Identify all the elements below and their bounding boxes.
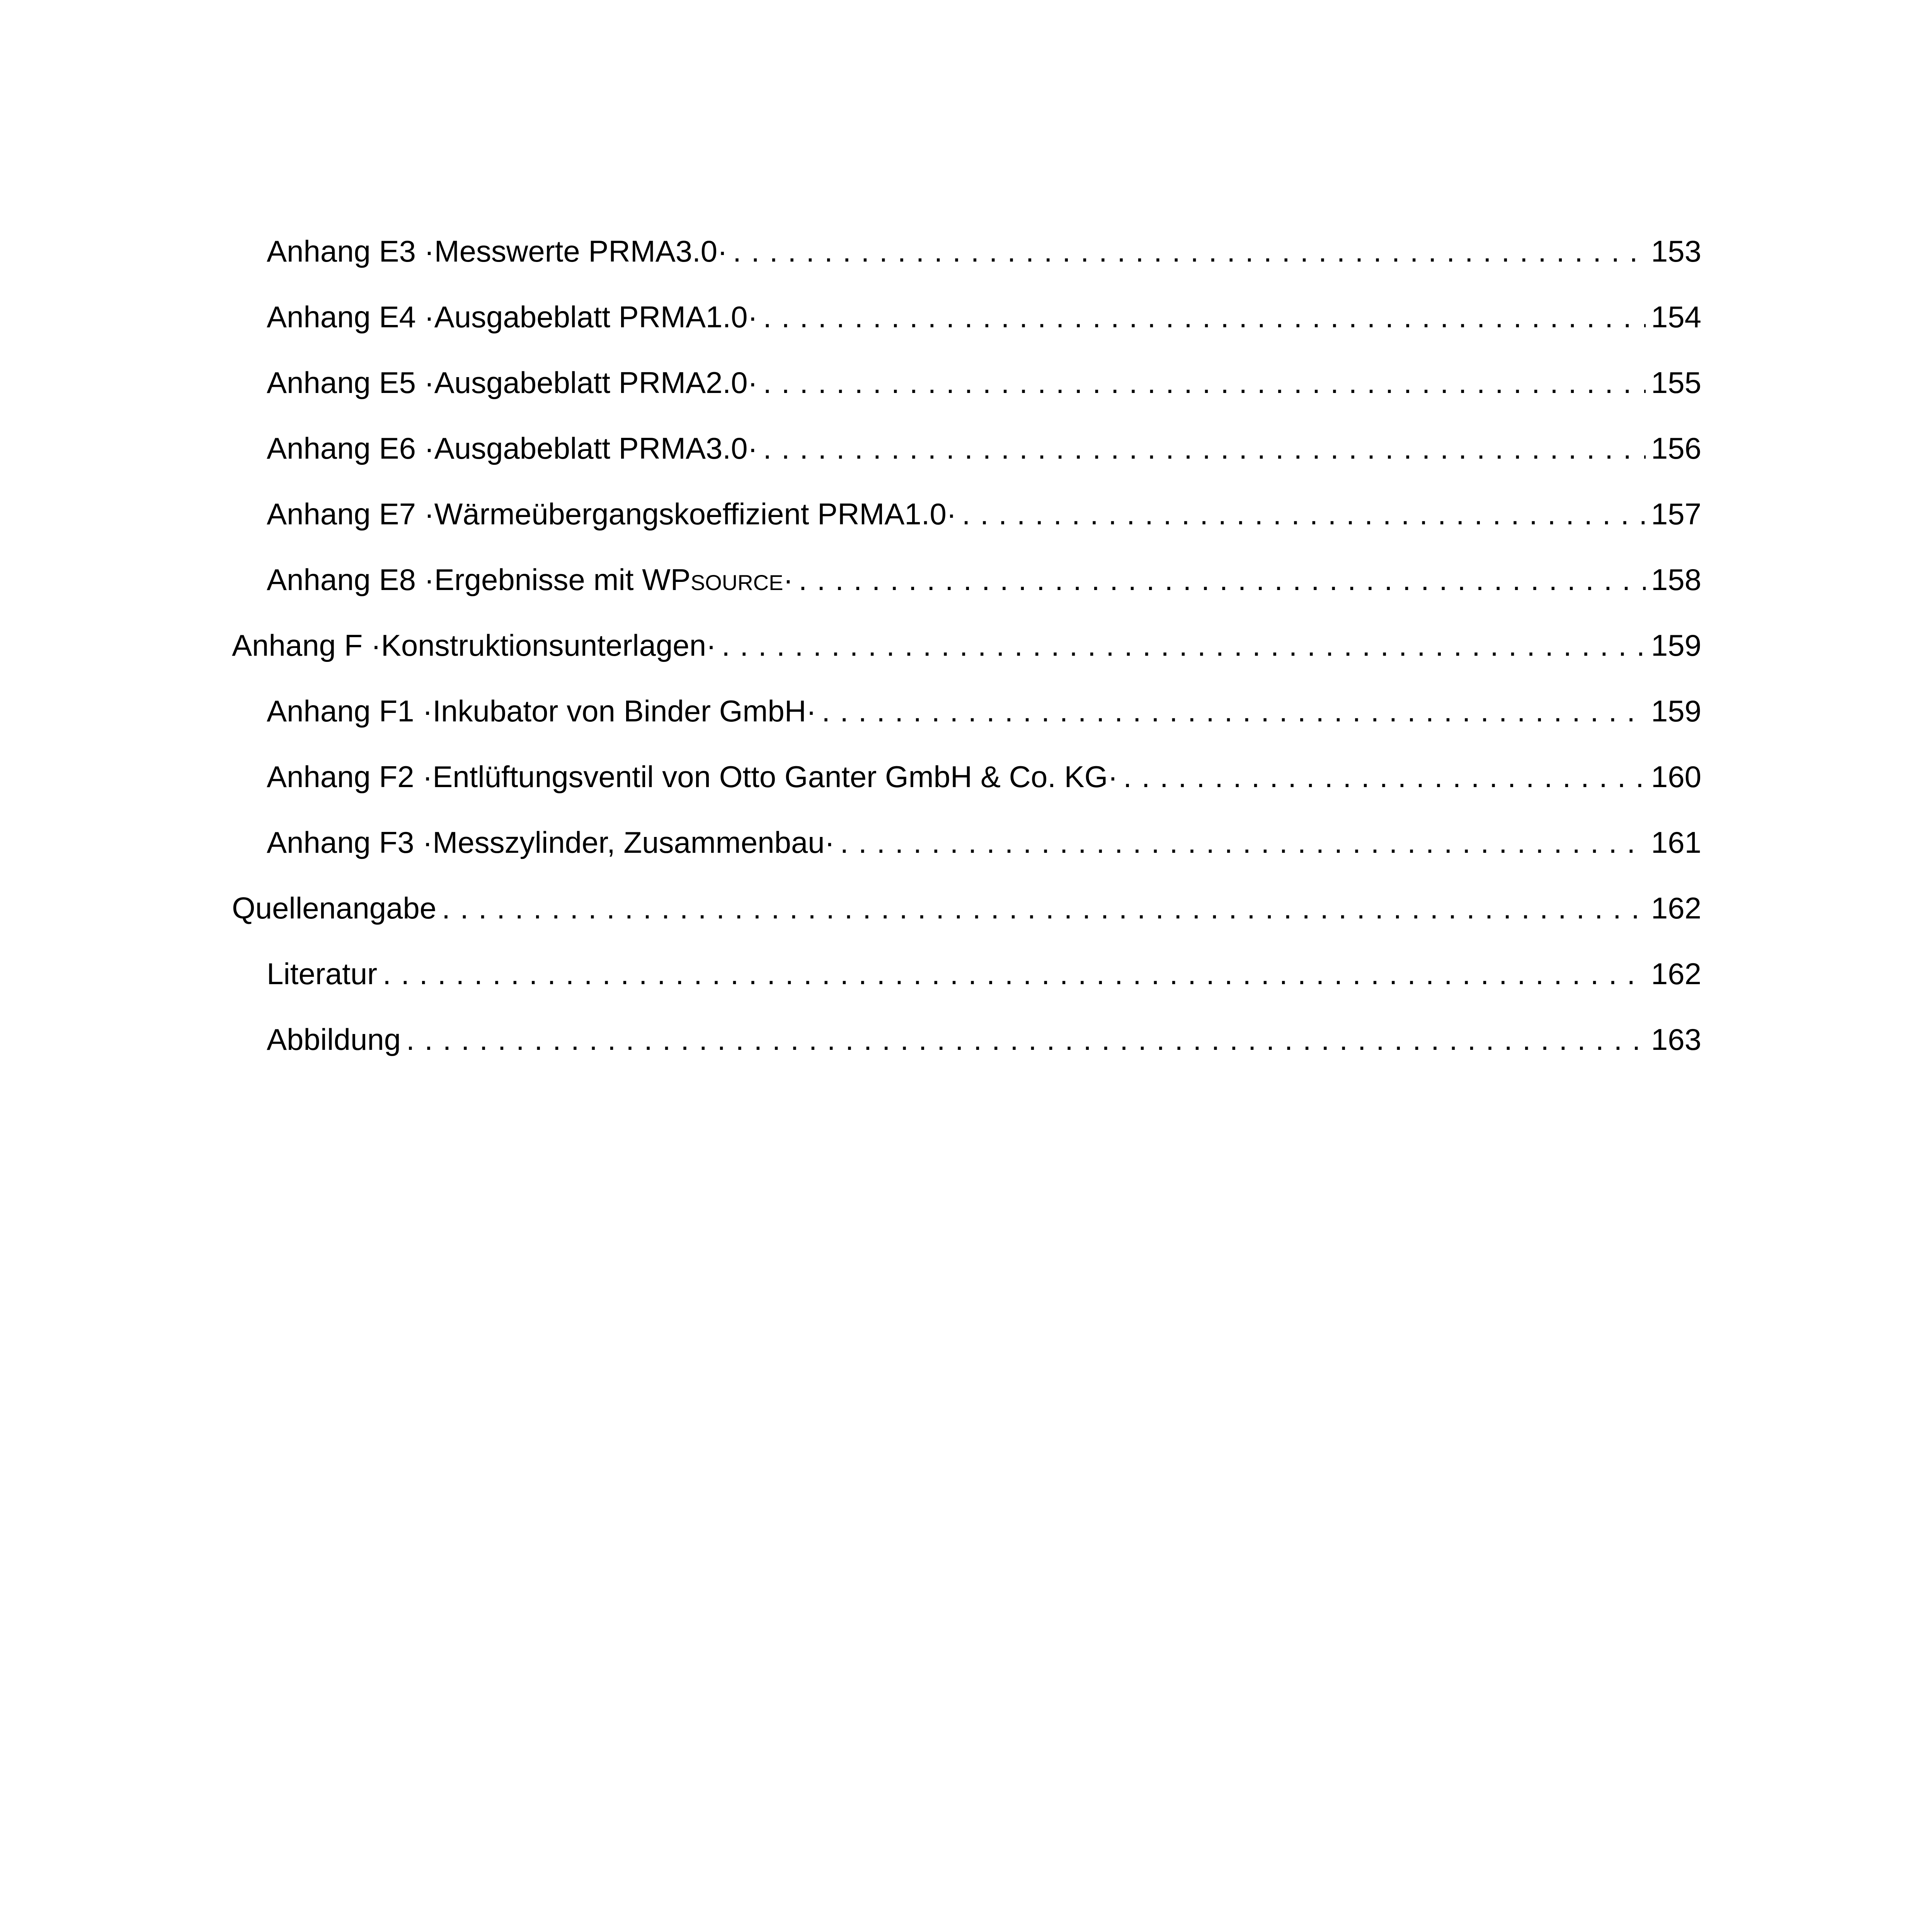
- toc-entry-anhang-e6[interactable]: [267, 429, 1701, 468]
- toc-dot-leader: [763, 363, 1645, 402]
- toc-entry-label: Anhang F1 ·Inkubator von Binder GmbH·: [267, 694, 817, 728]
- toc-entry-label-suffix: ·: [783, 563, 793, 597]
- toc-entry-anhang-e7[interactable]: [267, 495, 1701, 533]
- toc-entry-anhang-e4[interactable]: [267, 298, 1701, 336]
- toc-entry-anhang-f[interactable]: [232, 626, 1701, 665]
- toc-dot-leader: [722, 626, 1646, 665]
- toc-entry-label: Anhang F ·Konstruktionsunterlagen·: [232, 628, 717, 662]
- toc-entry-label: Anhang F2 ·Entlüftungsventil von Otto Ganter GmbH & Co. KG·: [267, 760, 1118, 794]
- toc-entry-label: Anhang E3 ·Messwerte PRMA3.0·: [267, 234, 728, 268]
- toc-entry-label: Literatur: [267, 957, 378, 991]
- toc-dot-leader: [822, 692, 1646, 730]
- toc-entry-page: 163: [1651, 1022, 1701, 1056]
- toc-entry-label-smallcaps: SOURCE: [690, 570, 783, 595]
- toc-entry-anhang-f3[interactable]: [267, 823, 1701, 862]
- toc-dot-leader: [383, 954, 1646, 993]
- toc-entry-page: 159: [1651, 628, 1701, 662]
- toc-entry-label: Anhang E6 ·Ausgabeblatt PRMA3.0·: [267, 431, 758, 465]
- toc-entry-anhang-e5[interactable]: [267, 363, 1701, 402]
- toc-entry-page: 162: [1651, 891, 1701, 925]
- toc-dot-leader: [763, 298, 1645, 336]
- toc-entry-label: Abbildung: [267, 1022, 401, 1056]
- toc-entry-anhang-e3[interactable]: [267, 232, 1701, 270]
- toc-entry-page: 154: [1651, 300, 1701, 334]
- toc-dot-leader: [763, 429, 1645, 468]
- toc-entry-anhang-e8[interactable]: [267, 560, 1701, 602]
- toc-dot-leader: [962, 495, 1646, 533]
- toc-entry-label: Anhang E4 ·Ausgabeblatt PRMA1.0·: [267, 300, 758, 334]
- toc-entry-page: 153: [1651, 234, 1701, 268]
- toc-entry-page: 157: [1651, 497, 1701, 531]
- toc-entry-label: Quellenangabe: [232, 891, 437, 925]
- toc-entry-abbildung[interactable]: [267, 1020, 1701, 1059]
- toc-entry-label: [267, 560, 793, 602]
- toc-dot-leader: [1123, 757, 1646, 796]
- toc-entry-page: 155: [1651, 366, 1701, 400]
- toc-entry-anhang-f2[interactable]: [267, 757, 1701, 796]
- toc-entry-page: 161: [1651, 825, 1701, 859]
- toc-dot-leader: [733, 232, 1646, 270]
- toc-entry-page: 158: [1651, 563, 1701, 597]
- toc-entry-literatur[interactable]: [267, 954, 1701, 993]
- toc-entry-quellenangabe[interactable]: [232, 889, 1701, 927]
- toc-entry-label: Anhang E7 ·Wärmeübergangskoeffizient PRMA1.0·: [267, 497, 957, 531]
- toc-entry-anhang-f1[interactable]: [267, 692, 1701, 730]
- toc-entry-label: Anhang E5 ·Ausgabeblatt PRMA2.0·: [267, 366, 758, 400]
- toc-dot-leader: [442, 889, 1646, 927]
- toc-dot-leader: [840, 823, 1646, 862]
- toc-entry-page: 156: [1651, 431, 1701, 465]
- toc-entry-page: 160: [1651, 760, 1701, 794]
- toc-entry-label-prefix: Anhang E8 ·Ergebnisse mit WP: [267, 563, 691, 597]
- toc-dot-leader: [406, 1020, 1646, 1059]
- toc-entry-page: 162: [1651, 957, 1701, 991]
- toc-entry-label: Anhang F3 ·Messzylinder, Zusammenbau·: [267, 825, 835, 859]
- toc-dot-leader: [798, 560, 1645, 599]
- toc-entry-page: 159: [1651, 694, 1701, 728]
